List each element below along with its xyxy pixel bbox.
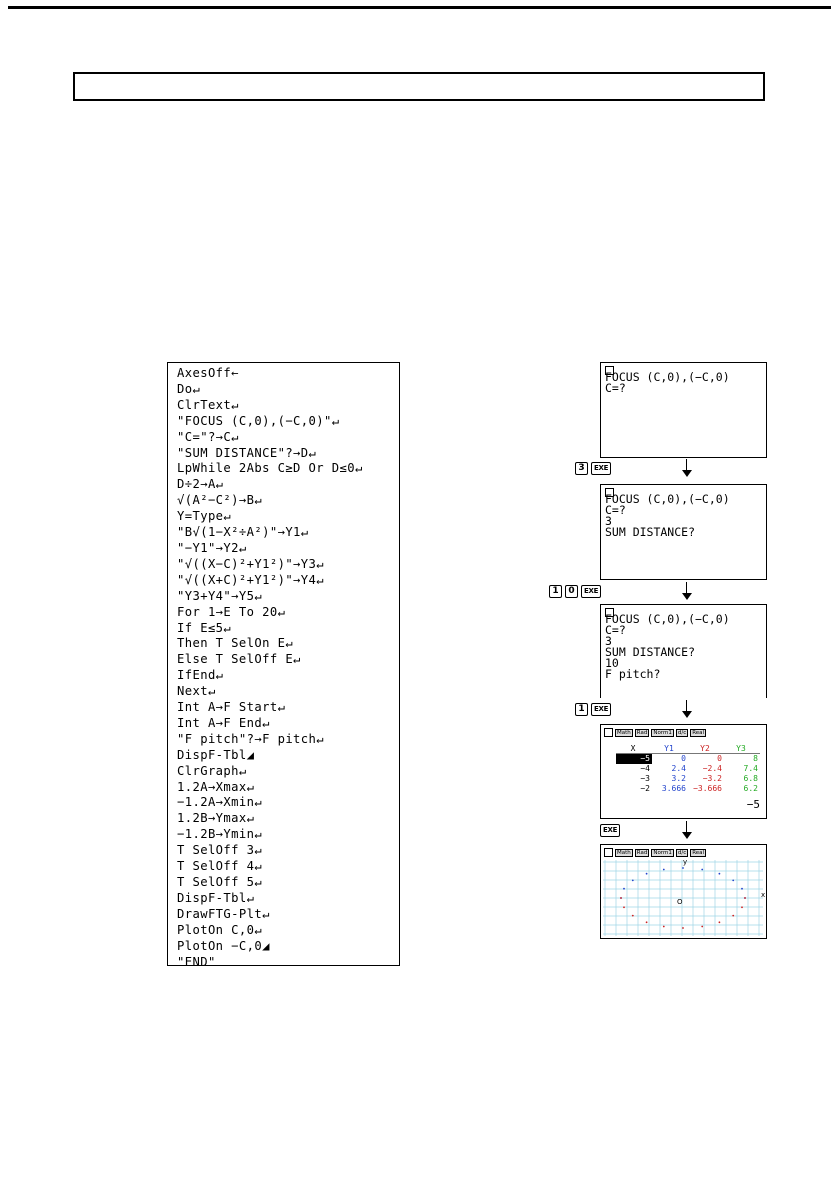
screen-line: C=? — [605, 503, 626, 517]
current-cell-value: −5 — [746, 798, 760, 811]
program-line: Then T SelOn E↵ — [177, 636, 294, 651]
graph-point — [646, 873, 648, 875]
program-line: "END" — [177, 954, 216, 969]
table-cell: 8 — [753, 754, 758, 763]
number-key: 1 — [575, 703, 588, 716]
program-line: Int A→F End↵ — [177, 715, 270, 730]
program-line: 1.2A→Xmax↵ — [177, 779, 255, 794]
program-line: "C="?→C↵ — [177, 429, 239, 444]
program-line: "Y3+Y4"→Y5↵ — [177, 588, 263, 603]
top-rule — [8, 6, 831, 9]
graph-point — [732, 915, 734, 917]
program-line: LpWhile 2Abs C≥D Or D≤0↵ — [177, 461, 363, 476]
graph-point — [623, 888, 625, 890]
table-row — [616, 754, 760, 764]
program-line: −1.2B→Ymin↵ — [177, 827, 263, 842]
program-line: T SelOff 4↵ — [177, 859, 263, 874]
table-cell: 2.4 — [671, 764, 686, 773]
program-line: Do↵ — [177, 381, 201, 396]
screen-text — [605, 614, 730, 680]
program-line: −1.2A→Xmin↵ — [177, 795, 263, 810]
program-line: 1.2B→Ymax↵ — [177, 811, 255, 826]
graph-point — [632, 880, 634, 882]
down-arrow-icon — [682, 459, 692, 477]
calculator-screen-1 — [600, 362, 767, 458]
number-key: 3 — [575, 462, 588, 475]
table-cell: 3.2 — [671, 774, 686, 783]
program-listing — [167, 362, 400, 969]
battery-icon — [604, 728, 613, 737]
screen-text — [605, 372, 730, 394]
graph-point — [701, 926, 703, 928]
program-line: AxesOff← — [177, 366, 239, 380]
program-line: "√((X+C)²+Y1²)"→Y4↵ — [177, 572, 325, 587]
program-line: ClrGraph↵ — [177, 763, 247, 778]
screen-text — [605, 494, 730, 538]
key-sequence-1 — [575, 462, 611, 475]
screen-line: FOCUS (C,0),(−C,0) — [605, 370, 730, 384]
down-arrow-icon — [682, 821, 692, 839]
y-axis-label: y — [683, 858, 688, 866]
status-bar: Math Rad Norm1 d/c Real — [604, 848, 706, 857]
graph-point — [682, 867, 684, 869]
graph-point — [741, 906, 743, 908]
screen-line: FOCUS (C,0),(−C,0) — [605, 492, 730, 506]
calculator-screen-table — [600, 724, 767, 819]
program-line: √(A²−C²)→B↵ — [177, 493, 263, 508]
table-cell: −3.666 — [693, 784, 722, 793]
program-line: T SelOff 3↵ — [177, 843, 263, 858]
exe-key: EXE — [591, 462, 611, 475]
number-key: 0 — [565, 585, 578, 598]
table-cell: 0 — [681, 754, 686, 763]
key-sequence-3 — [575, 703, 611, 716]
program-line: "F pitch"?→F pitch↵ — [177, 731, 325, 746]
graph-point — [682, 927, 684, 929]
graph-point — [744, 897, 746, 899]
screen-line: C=? — [605, 623, 626, 637]
program-line: For 1→E To 20↵ — [177, 604, 286, 619]
table-cell: −5 — [616, 754, 652, 764]
exe-key: EXE — [591, 703, 611, 716]
program-line: Next↵ — [177, 684, 216, 699]
table-cell: −4 — [640, 764, 650, 773]
graph-point — [741, 888, 743, 890]
key-sequence-4 — [600, 824, 620, 837]
graph-point — [719, 873, 721, 875]
graph-point — [632, 915, 634, 917]
table-cell: −2 — [640, 784, 650, 793]
key-sequence-2 — [549, 585, 601, 598]
exe-key: EXE — [600, 824, 620, 837]
program-line: Else T SelOff E↵ — [177, 652, 301, 667]
table-cell: 7.4 — [743, 764, 758, 773]
graph-area — [601, 858, 766, 938]
table-cell: 0 — [717, 754, 722, 763]
x-axis-label: x — [761, 891, 766, 899]
calculator-screen-3 — [600, 604, 767, 698]
program-line: Y=Type↵ — [177, 509, 232, 524]
program-line: "FOCUS (C,0),(−C,0)"↵ — [177, 413, 340, 428]
value-table — [616, 744, 760, 794]
graph-point — [732, 880, 734, 882]
table-cell: −3 — [640, 774, 650, 783]
table-cell: 3.666 — [661, 784, 686, 793]
program-line: If E≤5↵ — [177, 620, 232, 635]
screen-line: F pitch? — [605, 667, 661, 681]
status-bar: Math Rad Norm1 d/c Real — [604, 728, 706, 737]
program-line: "SUM DISTANCE"?→D↵ — [177, 445, 317, 460]
program-line: DispF-Tbl↵ — [177, 890, 255, 905]
graph-point — [646, 921, 648, 923]
program-line: PlotOn C,0↵ — [177, 922, 263, 937]
table-row — [616, 764, 760, 774]
program-line: "−Y1"→Y2↵ — [177, 540, 247, 555]
down-arrow-icon — [682, 582, 692, 600]
table-header: Y2 — [688, 744, 724, 754]
exe-key: EXE — [581, 585, 601, 598]
screen-line: C=? — [605, 381, 626, 395]
program-line: ClrText↵ — [177, 397, 239, 412]
program-line: T SelOff 5↵ — [177, 875, 263, 889]
screen-line: SUM DISTANCE? — [605, 645, 696, 659]
screen-line: FOCUS (C,0),(−C,0) — [605, 612, 730, 626]
table-row — [616, 774, 760, 784]
program-line: IfEnd↵ — [177, 668, 224, 683]
graph-point — [719, 921, 721, 923]
screen-line: 10 — [605, 656, 619, 670]
table-header: X — [616, 744, 652, 754]
table-row — [616, 784, 760, 794]
down-arrow-icon — [682, 700, 692, 718]
graph-point — [663, 869, 665, 871]
table-cell: −2.4 — [702, 764, 722, 773]
title-box — [73, 72, 765, 101]
table-cell: −3.2 — [702, 774, 722, 783]
screen-line: SUM DISTANCE? — [605, 525, 696, 539]
screen-line: 3 — [605, 514, 612, 528]
table-header: Y1 — [652, 744, 688, 754]
program-line: D÷2→A↵ — [177, 477, 224, 492]
calculator-screen-graph — [600, 844, 767, 939]
table-header: Y3 — [724, 744, 760, 754]
number-key: 1 — [549, 585, 562, 598]
graph-point — [701, 869, 703, 871]
calculator-screen-2 — [600, 484, 767, 580]
screen-line: 3 — [605, 634, 612, 648]
graph-point — [623, 906, 625, 908]
graph-point — [620, 897, 622, 899]
table-cell: 6.2 — [743, 784, 758, 793]
table-cell: 6.8 — [743, 774, 758, 783]
graph-point — [663, 926, 665, 928]
program-line: Int A→F Start↵ — [177, 700, 286, 715]
program-line: "√((X−C)²+Y1²)"→Y3↵ — [177, 556, 325, 571]
program-line: PlotOn −C,0◢ — [177, 938, 270, 953]
origin-label: O — [677, 898, 683, 906]
program-line: DrawFTG-Plt↵ — [177, 906, 270, 921]
battery-icon — [604, 848, 613, 857]
program-line: DispF-Tbl◢ — [177, 747, 255, 762]
program-line: "B√(1−X²÷A²)"→Y1↵ — [177, 525, 309, 540]
